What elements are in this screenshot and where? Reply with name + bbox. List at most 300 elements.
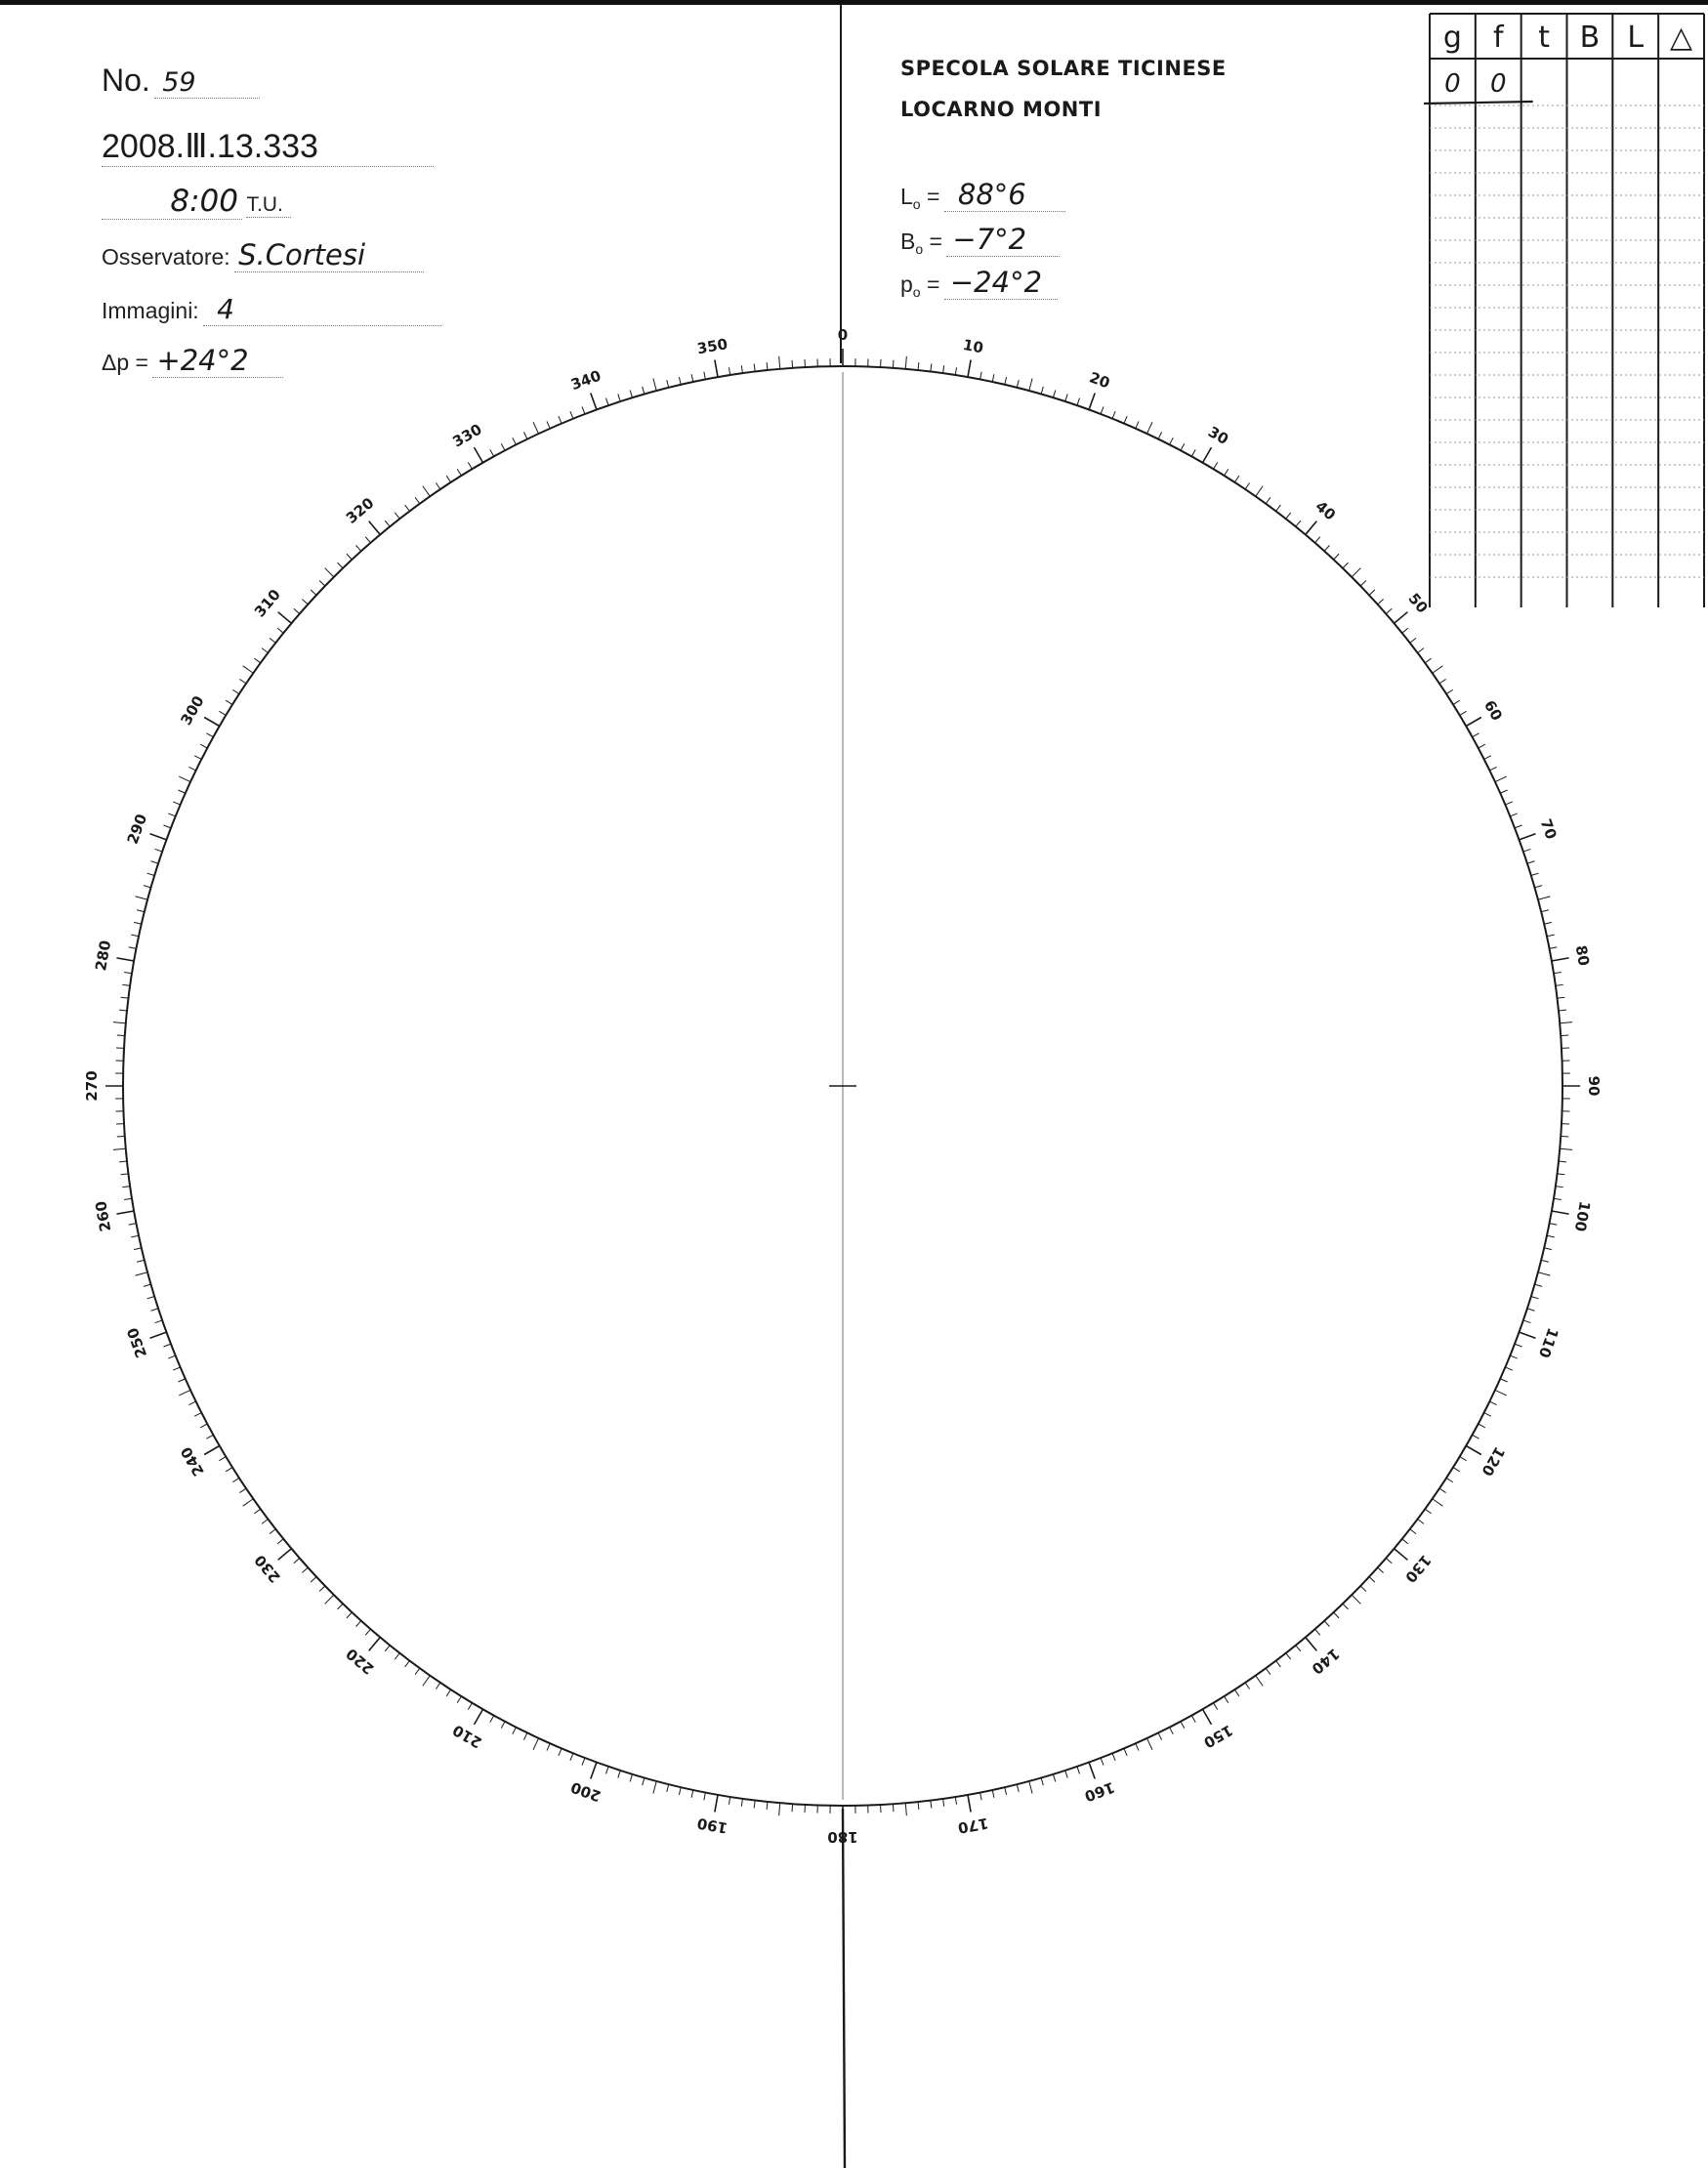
dial-tick: [325, 1595, 334, 1604]
dial-tick: [1112, 1753, 1115, 1760]
dial-tick: [136, 1272, 148, 1275]
dial-tick: [1561, 1035, 1568, 1036]
dial-tick: [1544, 922, 1552, 924]
dial-tick: [570, 411, 573, 418]
dial-tick: [415, 1668, 420, 1674]
dial-tick: [150, 861, 158, 863]
dial-tick: [188, 1401, 195, 1405]
dial-tick: [155, 849, 163, 852]
dial-tick: [1527, 1309, 1535, 1311]
dial-tick: [385, 521, 390, 526]
dial-tick: [1558, 997, 1565, 998]
dial-tick: [1136, 1743, 1139, 1750]
dial-tick: [1101, 406, 1104, 413]
dial-degree-label: 230: [250, 1551, 284, 1587]
dial-tick: [337, 1604, 343, 1609]
dial-tick: [395, 1653, 399, 1659]
dial-tick: [1136, 421, 1139, 428]
dial-tick: [1245, 1683, 1249, 1689]
dial-tick: [767, 1802, 768, 1810]
dial-tick: [754, 1801, 755, 1809]
dial-tick: [468, 462, 472, 469]
dial-tick: [523, 1732, 527, 1739]
dial-tick: [325, 568, 334, 577]
dial-tick: [1547, 1235, 1555, 1237]
dial-tick: [918, 362, 919, 370]
dial-tick: [630, 1774, 632, 1782]
dial-degree-label: 340: [568, 366, 604, 395]
dial-tick: [1425, 1509, 1431, 1514]
dial-tick: [943, 1799, 944, 1807]
dial-tick: [1191, 1716, 1195, 1723]
dial-tick: [533, 1738, 538, 1750]
dial-tick: [667, 1784, 669, 1792]
bottom-vertical-line: [843, 1809, 845, 2168]
dial-degree-label: 60: [1479, 696, 1506, 725]
dial-tick: [1395, 612, 1408, 624]
dial-tick: [262, 648, 268, 653]
dial-tick: [168, 813, 175, 816]
dial-tick: [1017, 1784, 1019, 1792]
dial-tick: [294, 1559, 300, 1563]
dial-degree-label: 170: [956, 1814, 990, 1837]
dial-tick: [1520, 1332, 1536, 1338]
dial-tick: [226, 700, 232, 704]
dial-tick: [129, 947, 137, 949]
dial-tick: [1234, 476, 1238, 482]
dial-tick: [1547, 935, 1555, 937]
dial-tick: [605, 398, 608, 406]
dial-tick: [347, 1612, 352, 1618]
dial-tick: [501, 1722, 505, 1729]
dial-tick: [792, 1804, 793, 1812]
dial-tick: [1065, 1771, 1067, 1778]
dial-tick: [1005, 377, 1007, 385]
dial-tick: [1446, 689, 1453, 693]
dial-tick: [278, 612, 292, 624]
dial-tick: [188, 767, 195, 771]
dial-tick: [1439, 679, 1446, 683]
dial-tick: [1214, 462, 1218, 469]
dial-tick: [1473, 1435, 1479, 1438]
dial-degree-label: 200: [568, 1777, 604, 1806]
observer-value: S.Cortesi: [234, 238, 424, 272]
dial-tick: [1531, 873, 1539, 875]
dial-tick: [605, 1767, 608, 1774]
l0-label: $L_o$ =: [900, 184, 940, 212]
dial-tick: [163, 825, 170, 828]
dial-tick: [653, 379, 656, 392]
dial-tick: [1433, 666, 1443, 673]
dial-tick: [178, 1379, 185, 1382]
dial-degree-label: 80: [1571, 943, 1593, 968]
dial-degree-label: 300: [177, 692, 208, 729]
dial-tick: [1561, 1136, 1568, 1137]
dial-tick: [1360, 1586, 1366, 1592]
dial-tick: [1234, 1689, 1238, 1696]
dial-degree-label: 240: [177, 1443, 208, 1480]
dial-tick: [369, 1638, 381, 1651]
dial-tick: [219, 1457, 226, 1461]
dial-tick: [559, 1748, 562, 1755]
dial-tick: [1554, 972, 1562, 973]
dial-tick: [618, 1771, 620, 1778]
dial-tick: [653, 1781, 656, 1794]
dial-tick: [302, 1567, 308, 1572]
table-header-4: B: [1579, 21, 1601, 55]
dial-tick: [1556, 984, 1563, 985]
dial-tick: [931, 1801, 932, 1809]
dial-tick: [1360, 580, 1366, 586]
dial-tick: [943, 365, 944, 373]
dial-tick: [893, 1804, 894, 1812]
dial-degree-label: 320: [342, 493, 378, 527]
delta-p-label: Δp =: [102, 350, 148, 375]
dial-tick: [1395, 1549, 1408, 1561]
images-value: 4: [203, 293, 441, 326]
dial-tick: [319, 1586, 325, 1592]
dial-tick: [147, 873, 155, 875]
dial-tick: [1541, 1260, 1549, 1262]
dial-tick: [1203, 447, 1212, 463]
dial-tick: [547, 421, 550, 428]
dial-tick: [436, 482, 439, 489]
dial-degree-label: 210: [449, 1721, 485, 1752]
dial-tick: [173, 802, 180, 805]
dial-tick: [643, 1777, 645, 1785]
dial-tick: [1017, 380, 1019, 388]
dial-tick: [513, 1728, 517, 1734]
dial-tick: [490, 1716, 494, 1723]
dial-tick: [1559, 1010, 1566, 1011]
dial-tick: [415, 497, 420, 503]
observatory-location: LOCARNO MONTI: [900, 98, 1103, 121]
dial-tick: [691, 1790, 693, 1798]
dial-tick: [1203, 1709, 1212, 1725]
dial-degree-label: 70: [1536, 816, 1561, 842]
dial-tick: [980, 372, 982, 380]
dial-tick: [1158, 1732, 1162, 1739]
dial-degree-label: 290: [123, 812, 151, 847]
dial-tick: [277, 628, 283, 633]
dial-tick: [955, 1797, 956, 1805]
dial-tick: [1005, 1787, 1007, 1795]
dial-tick: [905, 356, 906, 369]
dial-tick: [559, 416, 562, 423]
dial-tick: [226, 1468, 232, 1472]
dial-tick: [1181, 443, 1185, 450]
dial-tick: [1527, 861, 1535, 863]
dial-tick: [741, 365, 742, 373]
dial-tick: [1560, 1022, 1572, 1023]
dial-tick: [1484, 1413, 1491, 1417]
date-value: 2008.Ⅲ.13.333: [102, 127, 434, 167]
dial-tick: [1225, 469, 1229, 476]
dial-tick: [1334, 1612, 1339, 1618]
dial-tick: [1453, 1468, 1460, 1472]
dial-tick: [1538, 1272, 1551, 1275]
dial-tick: [679, 1787, 681, 1795]
dial-tick: [715, 1795, 718, 1813]
dial-tick: [1343, 563, 1349, 568]
dial-tick: [1378, 1567, 1384, 1572]
dial-tick: [173, 1367, 180, 1370]
dial-tick: [591, 1763, 597, 1779]
dial-tick: [1306, 521, 1317, 535]
dial-tick: [1352, 568, 1360, 577]
dial-tick: [1479, 744, 1485, 748]
dial-degree-label: 260: [92, 1199, 115, 1233]
dial-tick: [1489, 767, 1496, 771]
dial-tick: [1453, 700, 1460, 704]
dial-tick: [365, 1629, 370, 1635]
dial-degree-label: 130: [1401, 1551, 1436, 1587]
dial-tick: [355, 545, 360, 551]
dial-tick: [591, 394, 597, 410]
dial-tick: [1495, 1390, 1507, 1395]
table-header-2: f: [1492, 21, 1504, 55]
dial-tick: [1029, 1781, 1032, 1794]
dial-tick: [232, 1478, 239, 1481]
dial-tick: [667, 380, 669, 388]
dial-tick: [931, 364, 932, 372]
dial-tick: [436, 1683, 439, 1689]
dial-tick: [1245, 482, 1249, 489]
dial-tick: [1495, 776, 1507, 781]
dial-tick: [1510, 1355, 1517, 1358]
dial-degree-label: 20: [1087, 368, 1112, 393]
dial-tick: [905, 1803, 906, 1815]
dial-tick: [311, 590, 316, 595]
dial-tick: [679, 377, 681, 385]
dial-tick: [1433, 1499, 1443, 1506]
dial-tick: [405, 1661, 410, 1667]
dial-tick: [206, 733, 213, 737]
dial-tick: [490, 449, 494, 456]
dial-tick: [1276, 505, 1281, 511]
dial-tick: [137, 910, 145, 912]
dial-tick: [1386, 1559, 1392, 1563]
dial-tick: [239, 679, 246, 683]
dial-tick: [1077, 398, 1080, 406]
dial-tick: [779, 1803, 780, 1815]
dial-tick: [1306, 1638, 1317, 1651]
dial-tick: [1418, 1520, 1424, 1524]
dial-tick: [1286, 1653, 1291, 1659]
dial-tick: [204, 1446, 220, 1455]
dial-tick: [1181, 1722, 1185, 1729]
dial-tick: [134, 922, 142, 924]
dial-tick: [1484, 756, 1491, 760]
dial-tick: [1256, 486, 1263, 497]
dial-tick: [1559, 1161, 1566, 1162]
dial-tick: [179, 776, 190, 781]
dial-tick: [136, 896, 148, 899]
number-value: 59: [154, 67, 260, 99]
dial-degree-label: 280: [92, 938, 115, 973]
dial-tick: [179, 1390, 190, 1395]
dial-tick: [1296, 521, 1301, 526]
dial-tick: [1146, 422, 1151, 434]
dial-degree-label: 90: [1585, 1075, 1603, 1097]
dial-tick: [147, 1296, 155, 1298]
dial-tick: [1029, 379, 1032, 392]
dial-tick: [134, 1248, 142, 1250]
table-header-1: g: [1442, 21, 1462, 55]
table-header-6: △: [1670, 21, 1693, 55]
dial-tick: [475, 447, 483, 463]
dial-tick: [1473, 733, 1479, 737]
dial-tick: [337, 563, 343, 568]
dial-tick: [754, 364, 755, 372]
dial-tick: [446, 476, 450, 482]
dial-tick: [992, 1790, 994, 1798]
dial-degree-label: 30: [1204, 423, 1232, 449]
dial-tick: [124, 972, 132, 973]
dial-degree-label: 100: [1570, 1199, 1594, 1233]
dial-degree-label: 160: [1082, 1777, 1117, 1806]
dial-tick: [1041, 1777, 1043, 1785]
dial-tick: [270, 1529, 275, 1534]
dial-tick: [1520, 834, 1536, 840]
dial-tick: [278, 1549, 292, 1561]
dial-tick: [523, 432, 527, 438]
dial-tick: [243, 1499, 254, 1506]
dial-tick: [968, 359, 971, 377]
dial-tick: [129, 1224, 137, 1226]
dial-tick: [1479, 1424, 1485, 1428]
group-table: [1424, 14, 1704, 607]
dial-tick: [1446, 1478, 1453, 1481]
table-first-row-underline: [1424, 102, 1533, 104]
dial-tick: [570, 1753, 573, 1760]
dial-degree-label: 220: [342, 1645, 378, 1679]
dial-tick: [137, 1260, 145, 1262]
dial-tick: [955, 367, 956, 375]
dial-tick: [691, 374, 693, 382]
dial-tick: [194, 756, 201, 760]
dial-tick: [1515, 1344, 1521, 1347]
dial-degree-label: 190: [695, 1814, 729, 1837]
dial-tick: [918, 1802, 919, 1810]
dial-tick: [1439, 1488, 1446, 1492]
dial-tick: [533, 422, 538, 434]
dial-tick: [194, 1413, 201, 1417]
dial-tick: [270, 638, 275, 643]
dial-tick: [119, 1161, 127, 1162]
dial-tick: [704, 1792, 706, 1800]
dial-tick: [121, 1174, 129, 1175]
dial-tick: [1369, 1577, 1375, 1582]
dial-tick: [319, 580, 325, 586]
dial-degree-label: 110: [1534, 1325, 1562, 1360]
dial-tick: [1041, 387, 1043, 395]
dial-tick: [168, 1355, 175, 1358]
dial-degree-label: 40: [1312, 497, 1340, 524]
dial-tick: [1466, 1446, 1481, 1455]
dial-tick: [1523, 1320, 1531, 1323]
dial-tick: [1053, 1774, 1055, 1782]
dial-degree-label: 250: [123, 1325, 151, 1360]
dial-degree-label: 0: [837, 326, 849, 344]
dial-tick: [116, 1211, 134, 1214]
dial-tick: [1315, 537, 1320, 543]
dial-tick: [311, 1577, 316, 1582]
dial-tick: [119, 1010, 127, 1011]
dial-tick: [1500, 790, 1507, 793]
dial-tick: [457, 469, 461, 476]
dial-tick: [131, 935, 139, 937]
dial-tick: [277, 1539, 283, 1544]
dial-tick: [1324, 545, 1329, 551]
dial-tick: [1191, 449, 1195, 456]
dial-tick: [1101, 1758, 1104, 1765]
dial-tick: [254, 1509, 260, 1514]
dial-tick: [1505, 802, 1512, 805]
dial-tick: [116, 958, 134, 961]
dial-tick: [150, 1309, 158, 1311]
time-unit: T.U.: [246, 193, 291, 218]
dial-tick: [405, 505, 410, 511]
dial-tick: [347, 554, 352, 560]
dial-tick: [1214, 1703, 1218, 1710]
dial-tick: [582, 1758, 585, 1765]
dial-tick: [423, 1676, 430, 1687]
dial-tick: [243, 666, 254, 673]
dial-tick: [1541, 910, 1549, 912]
observatory-name: SPECOLA SOLARE TICINESE: [900, 57, 1227, 80]
dial-tick: [1225, 1696, 1229, 1703]
dial-tick: [178, 790, 185, 793]
dial-degree-label: 10: [961, 336, 985, 357]
dial-tick: [1549, 947, 1557, 949]
dial-tick: [124, 1198, 132, 1199]
dial-tick: [1386, 608, 1392, 613]
dial-tick: [365, 537, 370, 543]
dial-tick: [1418, 648, 1424, 653]
dial-tick: [1425, 658, 1431, 663]
dial-tick: [1556, 1187, 1563, 1188]
dial-tick: [741, 1799, 742, 1807]
dial-tick: [1510, 813, 1517, 816]
dial-tick: [513, 438, 517, 444]
dial-tick: [1549, 1224, 1557, 1226]
dial-tick: [1170, 1728, 1174, 1734]
dial-tick: [1266, 1668, 1271, 1674]
dial-tick: [1352, 1595, 1360, 1604]
dial-tick: [1276, 1661, 1281, 1667]
number-label: No.: [102, 63, 150, 98]
dial-tick: [385, 1646, 390, 1651]
dial-tick: [630, 391, 632, 398]
dial-tick: [117, 1136, 125, 1137]
dial-tick: [1334, 554, 1339, 560]
dial-tick: [113, 1148, 126, 1149]
dial-tick: [395, 513, 399, 519]
table-cell: 0: [1489, 69, 1507, 99]
dial-tick: [1544, 1248, 1552, 1250]
dial-tick: [767, 362, 768, 370]
dial-tick: [582, 406, 585, 413]
dial-tick: [1369, 590, 1375, 595]
dial-tick: [1089, 394, 1095, 410]
dial-tick: [1170, 438, 1174, 444]
dial-tick: [792, 360, 793, 368]
dial-tick: [1558, 1174, 1565, 1175]
dial-tick: [1343, 1604, 1349, 1609]
l0-value: 88°6: [944, 178, 1065, 212]
dial-tick: [1534, 1284, 1542, 1286]
